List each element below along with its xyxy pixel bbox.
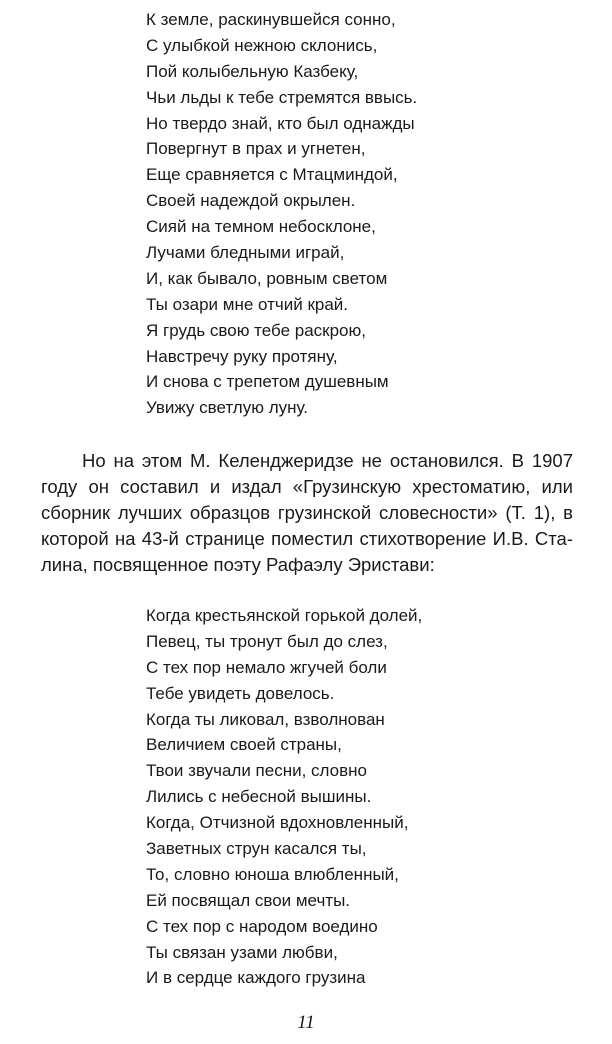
paragraph-line: сборник лучших образцов грузинской словесности» (Т. 1), в xyxy=(41,502,573,523)
poem-line: Когда ты ликовал, взволнован xyxy=(146,709,385,729)
paragraph-line: году он составил и издал «Грузинскую хрестоматию, или xyxy=(41,476,573,497)
poem-line: И, как бывало, ровным светом xyxy=(146,268,388,288)
poem-line: Увижу светлую луну. xyxy=(146,398,309,418)
paragraph-line: которой на 43-й странице поместил стихотворение И.В. Ста- xyxy=(41,528,573,549)
page-number: 11 xyxy=(297,1012,315,1033)
poem-line: Заветных струн касался ты, xyxy=(146,839,367,859)
poem-line: К земле, раскинувшейся сонно, xyxy=(146,10,396,29)
poem-line: Я грудь свою тебе раскрою, xyxy=(146,320,366,340)
poem-line: Ты озари мне отчий край. xyxy=(146,294,349,314)
poem-bottom xyxy=(146,603,422,991)
poem-line: Пой колыбельную Казбеку, xyxy=(146,61,359,81)
poem-line: Своей надеждой окрылен. xyxy=(146,191,356,211)
poem-line: С тех пор с народом воедино xyxy=(146,916,378,936)
poem-line: Ты связан узами любви, xyxy=(146,942,338,962)
poem-line: Чьи льды к тебе стремятся ввысь. xyxy=(146,87,418,107)
poem-line: Но твердо знай, кто был однажды xyxy=(146,113,415,133)
poem-line: Величием своей страны, xyxy=(146,735,342,755)
poem-line: С улыбкой нежною склонись, xyxy=(146,35,378,55)
paragraph-line: лина, посвященное поэту Рафаэлу Эристави: xyxy=(41,554,435,575)
poem-line: То, словно юноша влюбленный, xyxy=(146,864,399,884)
poem-line: Сияй на темном небосклоне, xyxy=(146,217,376,237)
poem-line: Твои звучали песни, словно xyxy=(146,761,367,781)
poem-line: Еще сравняется с Мтацминдой, xyxy=(146,165,398,185)
poem-line: Ей посвящал свои мечты. xyxy=(146,890,351,910)
body-paragraph xyxy=(41,448,573,578)
poem-line: Лучами бледными играй, xyxy=(146,243,345,263)
paragraph-line: Но на этом М. Келенджеридзе не остановился. В 1907 xyxy=(82,450,573,471)
poem-line: С тех пор немало жгучей боли xyxy=(146,657,387,677)
poem-line: И снова с трепетом душевным xyxy=(146,372,389,392)
poem-line: Когда, Отчизной вдохновленный, xyxy=(146,813,409,833)
poem-line: Повергнут в прах и угнетен, xyxy=(146,139,366,159)
poem-top xyxy=(146,7,417,421)
poem-line: И в сердце каждого грузина xyxy=(146,968,366,988)
poem-line: Тебе увидеть довелось. xyxy=(146,683,335,703)
poem-line: Певец, ты тронут был до слез, xyxy=(146,631,388,651)
poem-line: Лились с небесной вышины. xyxy=(146,787,372,807)
poem-line: Навстречу руку протяну, xyxy=(146,346,338,366)
poem-line: Когда крестьянской горькой долей, xyxy=(146,606,423,625)
